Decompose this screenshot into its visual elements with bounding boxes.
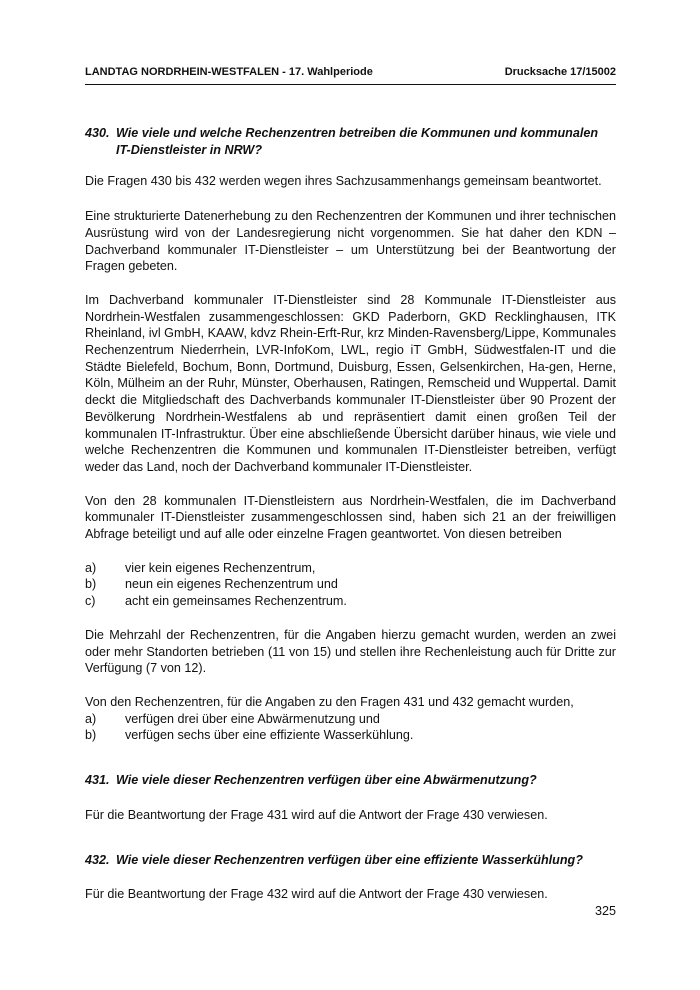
question-430-number: 430. bbox=[85, 126, 110, 140]
list-item bbox=[85, 576, 616, 593]
question-431-text: Wie viele dieser Rechenzentren verfügen über eine Abwärmenutzung? bbox=[116, 773, 537, 788]
paragraph-2: Eine strukturierte Datenerhebung zu den Rechenzentren der Kommunen und ihrer technischen Ausrüstung wird von der Landesregierung nicht vorgenommen. Sie hat daher den KDN – Dachverband kommunaler IT-Dienstleister – um Unterstützung bei der Beantwortung der Fragen gebeten. bbox=[85, 209, 616, 274]
question-430-text: Wie viele und welche Rechenzentren betreiben die Kommunen und kommunalen IT-Dienstleister in NRW? bbox=[116, 126, 599, 157]
header-document-number: Drucksache 17/15002 bbox=[504, 66, 616, 78]
page-number: 325 bbox=[594, 904, 616, 918]
list-text: verfügen drei über eine Abwärmenutzung und bbox=[125, 711, 380, 726]
paragraph-1: Die Fragen 430 bis 432 werden wegen ihres Sachzusammenhangs gemeinsam beantwortet. bbox=[85, 174, 602, 189]
answer-432: Für die Beantwortung der Frage 432 wird auf die Antwort der Frage 430 verwiesen. bbox=[85, 887, 548, 902]
question-430 bbox=[85, 125, 616, 158]
paragraph-5: Die Mehrzahl der Rechenzentren, für die Angaben hierzu gemacht wurden, werden an zwei oder mehr Standorten betrieben (11 von 15) und stellen ihre Rechenleistung auch für Dritte zur Verfügung (7 von 12). bbox=[85, 627, 616, 676]
answer-431: Für die Beantwortung der Frage 431 wird auf die Antwort der Frage 430 verwiesen. bbox=[85, 807, 548, 822]
list-marker: c) bbox=[85, 594, 96, 609]
list-text: neun ein eigenes Rechenzentrum und bbox=[125, 577, 338, 592]
paragraph-4: Von den 28 kommunalen IT-Dienstleistern aus Nordrhein-Westfalen, die im Dachverband kommunaler IT-Dienstleister zusammengeschlossen sind, haben sich 21 an der freiwilligen Abfrage beteiligt und auf alle oder einzelne Fragen geantwortet. Von diesen betreiben bbox=[85, 493, 616, 542]
question-431-number: 431. bbox=[85, 773, 110, 788]
list-marker: a) bbox=[85, 711, 97, 726]
question-431 bbox=[85, 772, 616, 789]
list-text: vier kein eigenes Rechenzentrum, bbox=[125, 560, 316, 575]
cooling-list bbox=[85, 711, 616, 744]
list-marker: a) bbox=[85, 560, 97, 575]
list-text: acht ein gemeinsames Rechenzentrum. bbox=[125, 594, 347, 609]
list-item bbox=[85, 711, 616, 728]
header-title: LANDTAG NORDRHEIN-WESTFALEN - 17. Wahlperiode bbox=[85, 66, 373, 78]
list-text: verfügen sechs über eine effiziente Wasserkühlung. bbox=[125, 728, 414, 743]
paragraph-3: Im Dachverband kommunaler IT-Dienstleister sind 28 Kommunale IT-Dienstleister aus Nordrhein-Westfalen zusammengeschlossen: GKD Paderborn, GKD Recklinghausen, ITK Rheinland, ivl GmbH, KAAW, kdvz Rhein-Erft-Rur, krz Minden-Ravensberg/Lippe, Kommunales Rechenzentrum Niederrhein, LVR-InfoKom, LWL, regio iT GmbH, Südwestfalen-IT und die Städte Bielefeld, Bochum, Bonn, Dortmund, Duisburg, Essen, Gelsenkirchen, Ha-gen, Herne, Köln, Mülheim an der Ruhr, Münster, Oberhausen, Ratingen, Remscheid und Wuppertal. Damit deckt die Mitgliedschaft des Dachverbands kommunaler IT-Dienstleister über 90 Prozent der Bevölkerung Nordrhein-Westfalens ab und repräsentiert damit einen großen Teil der kommunalen IT-Infrastruktur. Über eine abschließende Übersicht darüber hinaus, wie viele und welche Rechenzentren die Kommunen und kommunalen IT-Dienstleister betreiben, verfügt weder das Land, noch der Dachverband kommunaler IT-Dienstleister. bbox=[85, 292, 616, 474]
question-432-text: Wie viele dieser Rechenzentren verfügen über eine effiziente Wasserkühlung? bbox=[116, 852, 583, 867]
document-body bbox=[85, 125, 616, 903]
list-item bbox=[85, 727, 616, 744]
list-item bbox=[85, 593, 616, 610]
list-item bbox=[85, 560, 616, 577]
paragraph-6: Von den Rechenzentren, für die Angaben zu den Fragen 431 und 432 gemacht wurden, bbox=[85, 694, 574, 709]
list-marker: b) bbox=[85, 577, 97, 592]
page-header bbox=[85, 66, 616, 82]
question-432-number: 432. bbox=[85, 852, 110, 867]
list-marker: b) bbox=[85, 728, 97, 743]
operator-list bbox=[85, 560, 616, 610]
header-divider bbox=[85, 84, 616, 85]
question-432 bbox=[85, 852, 616, 869]
